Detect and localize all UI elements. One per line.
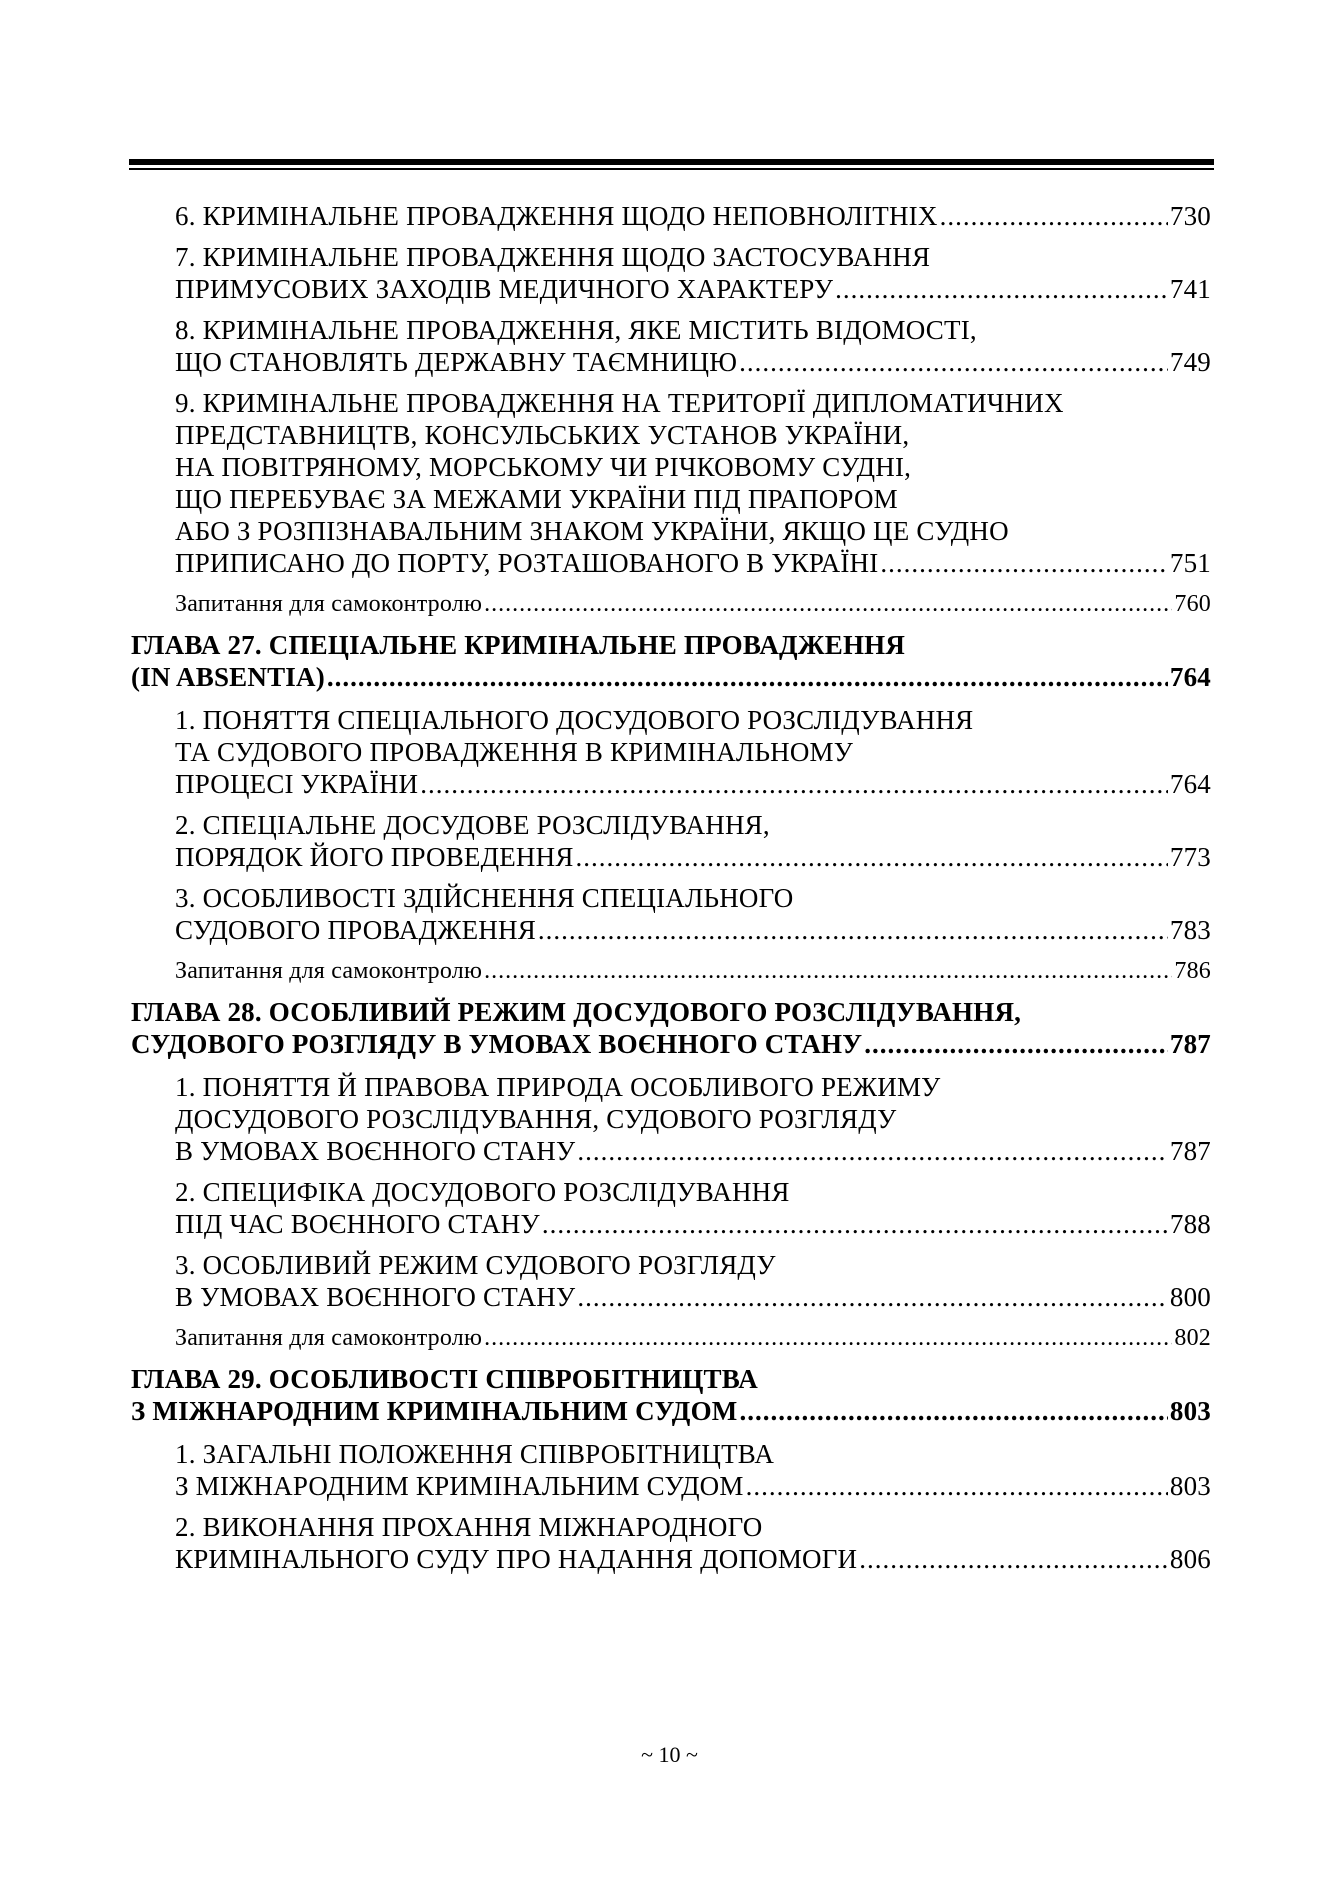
toc-entry-title-line: ГЛАВА 28. ОСОБЛИВИЙ РЕЖИМ ДОСУДОВОГО РОЗСЛІДУВАННЯ, xyxy=(131,997,1022,1027)
toc-page-number: 806 xyxy=(1169,1544,1211,1574)
toc-page-number: 751 xyxy=(1169,548,1211,578)
toc-entry-title-line: ПРОЦЕСІ УКРАЇНИ xyxy=(175,769,419,799)
toc-entry-title-line: 9. КРИМІНАЛЬНЕ ПРОВАДЖЕННЯ НА ТЕРИТОРІЇ ДИПЛОМАТИЧНИХ xyxy=(175,388,1064,418)
toc-entry-title-line: 2. СПЕЦІАЛЬНЕ ДОСУДОВЕ РОЗСЛІДУВАННЯ, xyxy=(175,810,770,840)
toc-entry-title-line: ЩО СТАНОВЛЯТЬ ДЕРЖАВНУ ТАЄМНИЦЮ xyxy=(175,347,738,377)
toc-questions-entry[interactable] xyxy=(131,955,1211,987)
toc-chapter-entry[interactable] xyxy=(131,1363,1211,1427)
page-footer-number: ~ 10 ~ xyxy=(641,1742,698,1767)
toc-entry-last-line xyxy=(175,346,1211,378)
toc-entry-title-line: ДОСУДОВОГО РОЗСЛІДУВАННЯ, СУДОВОГО РОЗГЛЯДУ xyxy=(175,1104,897,1134)
toc-entry-last-line xyxy=(175,1322,1211,1354)
toc-dot-leader xyxy=(739,346,1168,378)
toc-section-entry[interactable] xyxy=(131,1438,1211,1502)
toc-dot-leader xyxy=(859,1543,1168,1575)
toc-entry-title-line: КРИМІНАЛЬНОГО СУДУ ПРО НАДАННЯ ДОПОМОГИ xyxy=(175,1544,858,1574)
toc-dot-leader xyxy=(739,1395,1167,1427)
toc-page-number: 764 xyxy=(1169,769,1211,799)
toc-section-entry[interactable] xyxy=(131,200,1211,232)
toc-entry-last-line xyxy=(131,661,1211,693)
toc-dot-leader xyxy=(577,1135,1168,1167)
toc-entry-title-line: СУДОВОГО ПРОВАДЖЕННЯ xyxy=(175,915,536,945)
toc-section-entry[interactable] xyxy=(131,882,1211,946)
toc-entry-title-line: ГЛАВА 27. СПЕЦІАЛЬНЕ КРИМІНАЛЬНЕ ПРОВАДЖЕННЯ xyxy=(131,630,906,660)
toc-entry-last-line xyxy=(175,200,1211,232)
toc-questions-entry[interactable] xyxy=(131,588,1211,620)
toc-dot-leader xyxy=(484,955,1172,987)
toc-entry-title-line: ПРИПИСАНО ДО ПОРТУ, РОЗТАШОВАНОГО В УКРАЇНІ xyxy=(175,548,879,578)
toc-page-number: 802 xyxy=(1174,1325,1211,1351)
toc-page-number: 800 xyxy=(1169,1282,1211,1312)
toc-page-number: 803 xyxy=(1169,1471,1211,1501)
toc-entry-title-line: ЩО ПЕРЕБУВАЄ ЗА МЕЖАМИ УКРАЇНИ ПІД ПРАПОРОМ xyxy=(175,484,898,514)
toc-entry-title-line: АБО З РОЗПІЗНАВАЛЬНИМ ЗНАКОМ УКРАЇНИ, ЯКЩО ЦЕ СУДНО xyxy=(175,516,1009,546)
toc-page-number: 764 xyxy=(1169,662,1211,692)
toc-page-number: 741 xyxy=(1169,274,1211,304)
toc-entry-last-line xyxy=(175,1281,1211,1313)
toc-entry-title-line: 3. ОСОБЛИВИЙ РЕЖИМ СУДОВОГО РОЗГЛЯДУ xyxy=(175,1250,776,1280)
toc-entry-last-line xyxy=(175,588,1211,620)
toc-entry-last-line xyxy=(175,547,1211,579)
toc-entry-last-line xyxy=(175,914,1211,946)
toc-page-number: 787 xyxy=(1169,1029,1211,1059)
toc-entry-title-line: (IN ABSENTIA) xyxy=(131,662,325,692)
toc-page-number: 786 xyxy=(1174,958,1211,984)
toc-entry-last-line xyxy=(175,1470,1211,1502)
toc-dot-leader xyxy=(542,1208,1168,1240)
toc-dot-leader xyxy=(327,661,1168,693)
toc-dot-leader xyxy=(538,914,1168,946)
header-rule-thin xyxy=(129,168,1214,170)
toc-section-entry[interactable] xyxy=(131,387,1211,579)
toc-entry-last-line xyxy=(131,1028,1211,1060)
toc-dot-leader xyxy=(880,547,1167,579)
toc-chapter-entry[interactable] xyxy=(131,996,1211,1060)
header-rule-thick xyxy=(129,159,1214,165)
toc-section-entry[interactable] xyxy=(131,314,1211,378)
toc-section-entry[interactable] xyxy=(131,241,1211,305)
toc-section-entry[interactable] xyxy=(131,1511,1211,1575)
toc-entry-title-line: 7. КРИМІНАЛЬНЕ ПРОВАДЖЕННЯ ЩОДО ЗАСТОСУВАННЯ xyxy=(175,242,931,272)
toc-page-number: 760 xyxy=(1174,591,1211,617)
toc-page-number: 783 xyxy=(1169,915,1211,945)
toc-dot-leader xyxy=(746,1470,1168,1502)
toc-entry-title-line: З МІЖНАРОДНИМ КРИМІНАЛЬНИМ СУДОМ xyxy=(131,1396,738,1426)
toc-dot-leader xyxy=(577,1281,1168,1313)
toc-entry-title-line: 2. ВИКОНАННЯ ПРОХАННЯ МІЖНАРОДНОГО xyxy=(175,1512,763,1542)
toc-dot-leader xyxy=(420,768,1168,800)
toc-dot-leader xyxy=(864,1028,1168,1060)
toc-entry-title-line: З МІЖНАРОДНИМ КРИМІНАЛЬНИМ СУДОМ xyxy=(175,1471,744,1501)
toc-section-entry[interactable] xyxy=(131,1071,1211,1167)
toc-section-entry[interactable] xyxy=(131,1176,1211,1240)
toc-entry-title-line: 2. СПЕЦИФІКА ДОСУДОВОГО РОЗСЛІДУВАННЯ xyxy=(175,1177,790,1207)
toc-entry-title-line: ПРИМУСОВИХ ЗАХОДІВ МЕДИЧНОГО ХАРАКТЕРУ xyxy=(175,274,834,304)
toc-entry-title-line: Запитання для самоконтролю xyxy=(175,958,483,984)
toc-dot-leader xyxy=(940,200,1168,232)
toc-dot-leader xyxy=(835,273,1168,305)
toc-section-entry[interactable] xyxy=(131,704,1211,800)
toc-page-number: 788 xyxy=(1169,1209,1211,1239)
toc-entry-title-line: ПІД ЧАС ВОЄННОГО СТАНУ xyxy=(175,1209,540,1239)
toc-entry-title-line: Запитання для самоконтролю xyxy=(175,1325,483,1351)
toc-entry-last-line xyxy=(175,1543,1211,1575)
toc-entry-title-line: СУДОВОГО РОЗГЛЯДУ В УМОВАХ ВОЄННОГО СТАНУ xyxy=(131,1029,863,1059)
table-of-contents xyxy=(131,200,1211,1584)
toc-entry-last-line xyxy=(175,768,1211,800)
toc-dot-leader xyxy=(484,1322,1172,1354)
toc-entry-title-line: 1. ПОНЯТТЯ СПЕЦІАЛЬНОГО ДОСУДОВОГО РОЗСЛІДУВАННЯ xyxy=(175,705,974,735)
toc-entry-last-line xyxy=(131,1395,1211,1427)
toc-entry-title-line: НА ПОВІТРЯНОМУ, МОРСЬКОМУ ЧИ РІЧКОВОМУ СУДНІ, xyxy=(175,452,912,482)
toc-entry-title-line: 6. КРИМІНАЛЬНЕ ПРОВАДЖЕННЯ ЩОДО НЕПОВНОЛІТНІХ xyxy=(175,201,938,231)
toc-chapter-entry[interactable] xyxy=(131,629,1211,693)
toc-entry-last-line xyxy=(175,955,1211,987)
toc-questions-entry[interactable] xyxy=(131,1322,1211,1354)
toc-entry-last-line xyxy=(175,273,1211,305)
toc-entry-title-line: В УМОВАХ ВОЄННОГО СТАНУ xyxy=(175,1282,576,1312)
toc-entry-last-line xyxy=(175,1208,1211,1240)
toc-entry-last-line xyxy=(175,1135,1211,1167)
toc-page-number: 749 xyxy=(1169,347,1211,377)
toc-entry-title-line: ПОРЯДОК ЙОГО ПРОВЕДЕННЯ xyxy=(175,842,574,872)
toc-entry-title-line: В УМОВАХ ВОЄННОГО СТАНУ xyxy=(175,1136,576,1166)
toc-page-number: 730 xyxy=(1169,201,1211,231)
toc-entry-title-line: Запитання для самоконтролю xyxy=(175,591,483,617)
toc-entry-title-line: ПРЕДСТАВНИЦТВ, КОНСУЛЬСЬКИХ УСТАНОВ УКРАЇНИ, xyxy=(175,420,910,450)
toc-entry-title-line: 1. ЗАГАЛЬНІ ПОЛОЖЕННЯ СПІВРОБІТНИЦТВА xyxy=(175,1439,775,1469)
toc-entry-title-line: 8. КРИМІНАЛЬНЕ ПРОВАДЖЕННЯ, ЯКЕ МІСТИТЬ ВІДОМОСТІ, xyxy=(175,315,977,345)
toc-entry-last-line xyxy=(175,841,1211,873)
toc-dot-leader xyxy=(484,588,1172,620)
toc-dot-leader xyxy=(576,841,1168,873)
toc-entry-title-line: ГЛАВА 29. ОСОБЛИВОСТІ СПІВРОБІТНИЦТВА xyxy=(131,1364,758,1394)
toc-page-number: 773 xyxy=(1169,842,1211,872)
toc-section-entry[interactable] xyxy=(131,809,1211,873)
toc-entry-title-line: 3. ОСОБЛИВОСТІ ЗДІЙСНЕННЯ СПЕЦІАЛЬНОГО xyxy=(175,883,794,913)
toc-entry-title-line: ТА СУДОВОГО ПРОВАДЖЕННЯ В КРИМІНАЛЬНОМУ xyxy=(175,737,854,767)
toc-page-number: 787 xyxy=(1169,1136,1211,1166)
toc-entry-title-line: 1. ПОНЯТТЯ Й ПРАВОВА ПРИРОДА ОСОБЛИВОГО РЕЖИМУ xyxy=(175,1072,941,1102)
toc-section-entry[interactable] xyxy=(131,1249,1211,1313)
toc-page-number: 803 xyxy=(1169,1396,1211,1426)
